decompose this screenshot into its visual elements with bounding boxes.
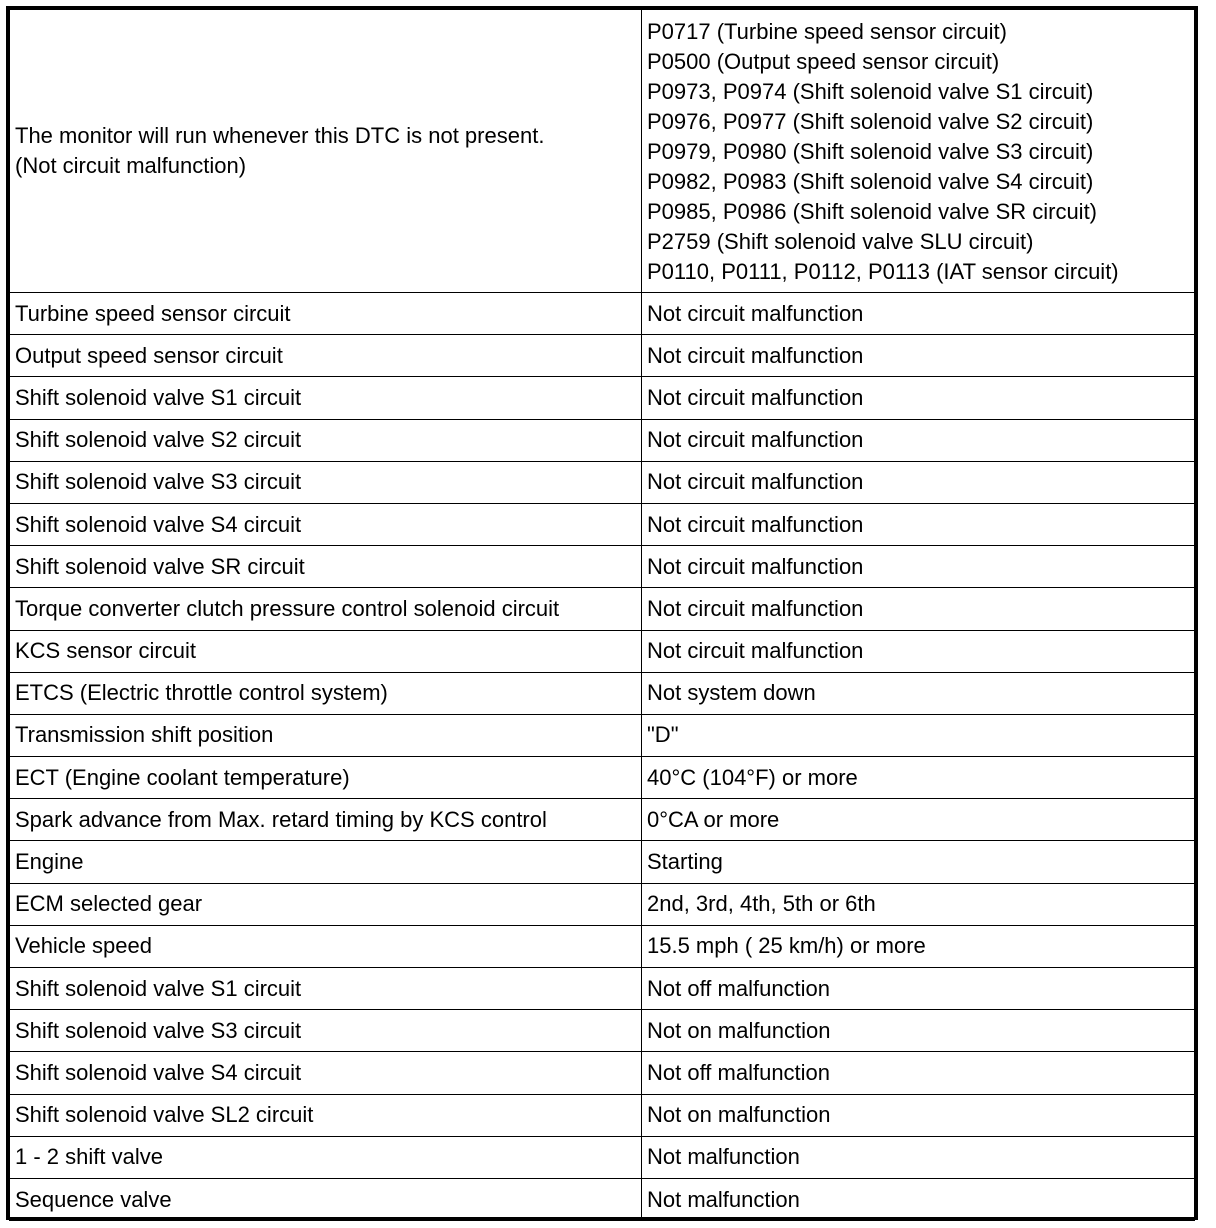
condition-item: ECM selected gear	[10, 883, 642, 925]
condition-value: Not on malfunction	[642, 1094, 1195, 1136]
table-row	[10, 503, 1195, 545]
condition-value: Not circuit malfunction	[642, 503, 1195, 545]
condition-value: Not off malfunction	[642, 1052, 1195, 1094]
condition-value: 15.5 mph ( 25 km/h) or more	[642, 925, 1195, 967]
condition-item: Sequence valve	[10, 1178, 642, 1220]
table-row	[10, 925, 1195, 967]
table-row	[10, 757, 1195, 799]
dtc-code-line: P0717 (Turbine speed sensor circuit)	[647, 19, 1007, 44]
condition-item: KCS sensor circuit	[10, 630, 642, 672]
condition-value: Not malfunction	[642, 1136, 1195, 1178]
dtc-code-line: P0973, P0974 (Shift solenoid valve S1 circuit)	[647, 79, 1094, 104]
condition-item: Torque converter clutch pressure control solenoid circuit	[10, 588, 642, 630]
table-row-dtc-precondition	[10, 10, 1195, 293]
table-row	[10, 1052, 1195, 1094]
condition-item: 1 - 2 shift valve	[10, 1136, 642, 1178]
table-row	[10, 672, 1195, 714]
table-row	[10, 293, 1195, 335]
condition-value: Starting	[642, 841, 1195, 883]
condition-item: Engine	[10, 841, 642, 883]
table-row	[10, 968, 1195, 1010]
condition-item: Vehicle speed	[10, 925, 642, 967]
table-row	[10, 1136, 1195, 1178]
condition-value: Not system down	[642, 672, 1195, 714]
conditions-table-frame	[6, 6, 1198, 1220]
dtc-code-line: P0500 (Output speed sensor circuit)	[647, 49, 1000, 74]
condition-item: Shift solenoid valve S3 circuit	[10, 461, 642, 503]
condition-value: 2nd, 3rd, 4th, 5th or 6th	[642, 883, 1195, 925]
condition-value: Not circuit malfunction	[642, 461, 1195, 503]
condition-value: Not circuit malfunction	[642, 377, 1195, 419]
condition-item: Shift solenoid valve S4 circuit	[10, 1052, 642, 1094]
condition-value: 40°C (104°F) or more	[642, 757, 1195, 799]
condition-value: Not circuit malfunction	[642, 335, 1195, 377]
table-row	[10, 461, 1195, 503]
table-row	[10, 377, 1195, 419]
dtc-code-list	[642, 10, 1195, 293]
condition-item: Turbine speed sensor circuit	[10, 293, 642, 335]
table-row	[10, 546, 1195, 588]
table-row	[10, 1010, 1195, 1052]
dtc-code-line: P0985, P0986 (Shift solenoid valve SR circuit)	[647, 199, 1098, 224]
table-row	[10, 419, 1195, 461]
table-row	[10, 335, 1195, 377]
condition-item: Spark advance from Max. retard timing by KCS control	[10, 799, 642, 841]
table-row	[10, 588, 1195, 630]
condition-item: Transmission shift position	[10, 714, 642, 756]
condition-item: Shift solenoid valve SR circuit	[10, 546, 642, 588]
description-line-2: (Not circuit malfunction)	[15, 153, 247, 178]
condition-value: Not circuit malfunction	[642, 419, 1195, 461]
table-row	[10, 630, 1195, 672]
condition-item: Shift solenoid valve S1 circuit	[10, 377, 642, 419]
condition-value: Not off malfunction	[642, 968, 1195, 1010]
table-row	[10, 841, 1195, 883]
condition-value: Not malfunction	[642, 1178, 1195, 1220]
condition-value: Not on malfunction	[642, 1010, 1195, 1052]
description-line-1: The monitor will run whenever this DTC is not present.	[15, 123, 545, 148]
condition-value: "D"	[642, 714, 1195, 756]
dtc-code-line: P0110, P0111, P0112, P0113 (IAT sensor circuit)	[647, 259, 1119, 284]
table-row	[10, 883, 1195, 925]
table-row	[10, 799, 1195, 841]
dtc-code-line: P2759 (Shift solenoid valve SLU circuit)	[647, 229, 1034, 254]
condition-item: Shift solenoid valve S3 circuit	[10, 1010, 642, 1052]
conditions-table-body	[10, 10, 1195, 1221]
table-row	[10, 714, 1195, 756]
condition-item: Shift solenoid valve SL2 circuit	[10, 1094, 642, 1136]
condition-item: ECT (Engine coolant temperature)	[10, 757, 642, 799]
condition-value: Not circuit malfunction	[642, 588, 1195, 630]
condition-item: Output speed sensor circuit	[10, 335, 642, 377]
condition-value: 0°CA or more	[642, 799, 1195, 841]
table-row	[10, 1178, 1195, 1220]
condition-item: Shift solenoid valve S4 circuit	[10, 503, 642, 545]
condition-value: Not circuit malfunction	[642, 546, 1195, 588]
condition-item: ETCS (Electric throttle control system)	[10, 672, 642, 714]
dtc-code-line: P0982, P0983 (Shift solenoid valve S4 circuit)	[647, 169, 1094, 194]
table-row	[10, 1094, 1195, 1136]
condition-item: Shift solenoid valve S1 circuit	[10, 968, 642, 1010]
conditions-table	[9, 9, 1195, 1221]
condition-item: Shift solenoid valve S2 circuit	[10, 419, 642, 461]
dtc-code-line: P0979, P0980 (Shift solenoid valve S3 circuit)	[647, 139, 1094, 164]
dtc-code-line: P0976, P0977 (Shift solenoid valve S2 circuit)	[647, 109, 1094, 134]
dtc-precondition-description	[10, 10, 642, 293]
condition-value: Not circuit malfunction	[642, 293, 1195, 335]
condition-value: Not circuit malfunction	[642, 630, 1195, 672]
